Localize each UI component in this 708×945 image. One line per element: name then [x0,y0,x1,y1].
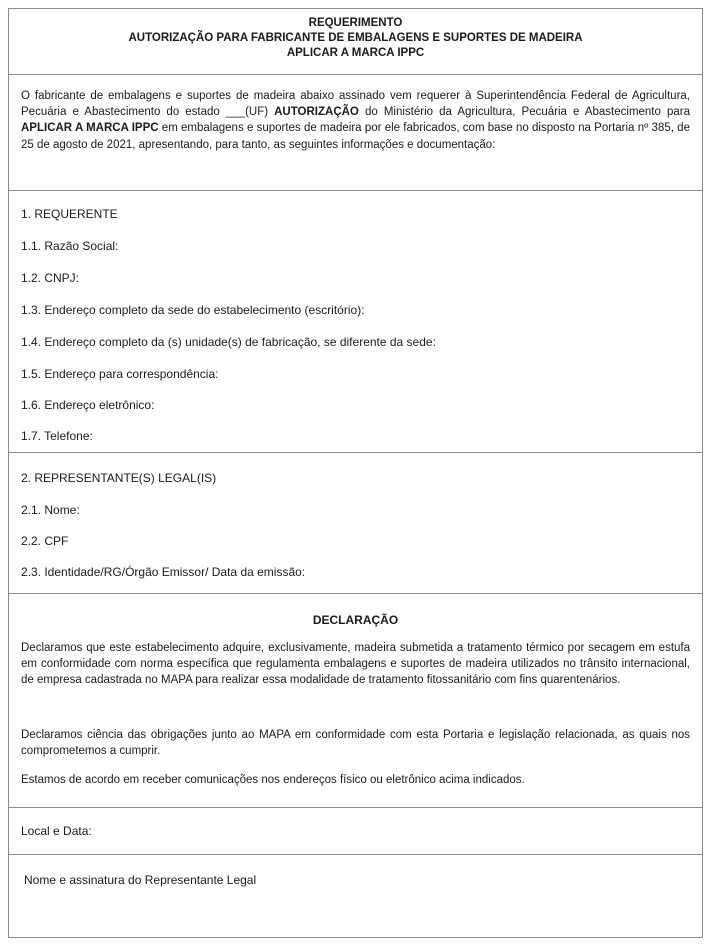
field-identidade[interactable]: 2.3. Identidade/RG/Órgão Emissor/ Data da emissão: [21,565,306,579]
form-title: REQUERIMENTO [308,17,403,29]
field-telefone[interactable]: 1.7. Telefone: [21,429,93,443]
field-endereco-fabricacao[interactable]: 1.4. Endereço completo da (s) unidade(s) de fabricação, se diferente da sede: [21,335,436,349]
declaracao-paragraph-1: Declaramos que este estabelecimento adquire, exclusivamente, madeira submetida a tratamento térmico por secagem em estufa em conformidade com norma específica que regulamenta embalagens e suportes de madeira utilizados no trânsito internacional, de empresa cadastrada no MAPA para realizar essa modalidade de tratamento fitossanitário com fins quarentenários. [21,642,690,687]
requerente-title: 1. REQUERENTE [21,207,118,221]
field-assinatura[interactable]: Nome e assinatura do Representante Legal [24,873,257,887]
field-endereco-eletronico[interactable]: 1.6. Endereço eletrônico: [21,398,155,412]
intro-paragraph: O fabricante de embalagens e suportes de madeira abaixo assinado vem requerer à Superintendência Federal de Agricultura, Pecuária e Abastecimento do estado ___(UF) AUTORIZAÇÃO do Ministério da Agricultura, Pecuária e Abastecimento para APLICAR A MARCA IPPC em embalagens e suportes de madeira por ele fabricados, com base no disposto na Portaria nº 385, de 25 de agosto de 2021, apresentando, para tanto, as seguintes informações e documentação: [21,90,690,151]
field-nome[interactable]: 2.1. Nome: [21,503,80,517]
form-subtitle-2: APLICAR A MARCA IPPC [286,47,425,59]
form-subtitle: AUTORIZAÇÃO PARA FABRICANTE DE EMBALAGENS E SUPORTES DE MADEIRA [128,32,583,44]
field-local-data[interactable]: Local e Data: [21,824,92,838]
field-cpf[interactable]: 2.2. CPF [21,534,69,548]
field-endereco-correspondencia[interactable]: 1.5. Endereço para correspondência: [21,367,219,381]
representante-title: 2. REPRESENTANTE(S) LEGAL(IS) [21,471,217,485]
assinatura-section [9,855,702,937]
field-razao-social[interactable]: 1.1. Razão Social: [21,239,119,253]
form-header [9,9,702,75]
local-data-section [9,808,702,855]
declaracao-title: DECLARAÇÃO [312,613,399,627]
declaracao-paragraph-3: Estamos de acordo em receber comunicações nos endereços físico ou eletrônico acima indicados. [21,774,525,786]
representante-section [9,453,702,594]
field-cnpj[interactable]: 1.2. CNPJ: [21,271,80,285]
declaracao-section [9,594,702,808]
requerente-section [9,191,702,453]
declaracao-paragraph-2: Declaramos ciência das obrigações junto ao MAPA em conformidade com esta Portaria e legislação relacionada, as quais nos comprometemos a cumprir. [21,729,690,758]
field-endereco-sede[interactable]: 1.3. Endereço completo da sede do estabelecimento (escritório): [21,303,365,317]
requerimento-form [8,8,703,938]
intro-section [9,75,702,191]
